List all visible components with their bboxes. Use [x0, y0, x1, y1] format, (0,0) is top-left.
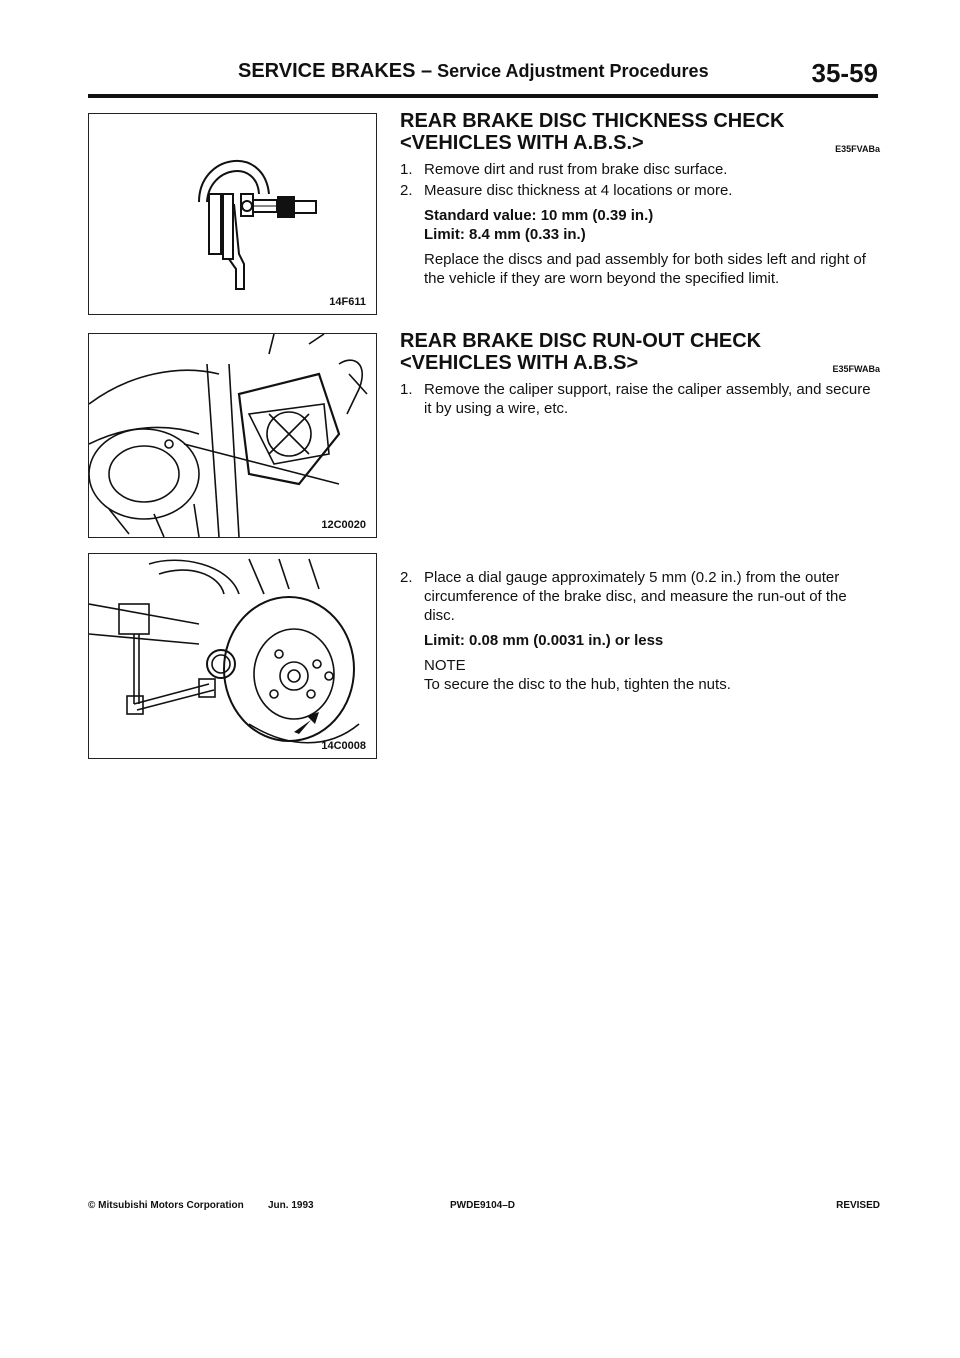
replacement-note: Replace the discs and pad assembly for both sides left and right of the vehicle if they are worn beyond the specified limit.	[424, 251, 866, 287]
title-sub: Service Adjustment Procedures	[432, 61, 709, 81]
step-number: 1.	[400, 161, 413, 178]
dial-gauge-illustration	[89, 554, 376, 758]
limit-value: Limit: 0.08 mm (0.0031 in.) or less	[424, 632, 664, 649]
figure-id: 14C0008	[321, 740, 366, 752]
step-item	[400, 181, 880, 200]
step-text: Remove the caliper support, raise the caliper assembly, and secure it by using a wire, etc.	[424, 381, 871, 417]
header-rule	[88, 94, 878, 98]
footer-copyright: © Mitsubishi Motors Corporation	[88, 1200, 244, 1211]
section-subtitle-row	[400, 352, 880, 374]
micrometer-illustration	[89, 114, 376, 314]
section-title: REAR BRAKE DISC THICKNESS CHECK	[400, 110, 785, 132]
section-subtitle: <VEHICLES WITH A.B.S>	[400, 352, 639, 374]
note-text: To secure the disc to the hub, tighten the nuts.	[424, 676, 731, 693]
page-header	[88, 58, 878, 98]
section-runout-step2	[400, 566, 880, 694]
title-main: SERVICE BRAKES –	[238, 60, 433, 82]
step-number: 1.	[400, 381, 413, 398]
step-number: 2.	[400, 182, 413, 199]
footer-date: Jun. 1993	[268, 1200, 314, 1211]
section-thickness-check	[400, 110, 880, 288]
section-subtitle: <VEHICLES WITH A.B.S.>	[400, 132, 644, 154]
figure-id: 14F611	[329, 296, 366, 308]
section-code: E35FWABa	[832, 364, 880, 374]
page-title	[238, 60, 709, 83]
note-label: NOTE	[424, 657, 466, 674]
step-item	[400, 160, 880, 179]
figure-micrometer	[88, 113, 377, 315]
caliper-illustration	[89, 334, 376, 537]
section-title: REAR BRAKE DISC RUN-OUT CHECK	[400, 330, 762, 352]
section-runout-check	[400, 330, 880, 418]
footer-doc-code: PWDE9104–D	[450, 1200, 516, 1211]
footer-status: REVISED	[836, 1200, 880, 1211]
step-item	[400, 380, 880, 418]
step-text: Place a dial gauge approximately 5 mm (0.2 in.) from the outer circumference of the brake disc, and measure the run-out of the disc.	[424, 569, 847, 624]
figure-id: 12C0020	[321, 519, 366, 531]
step-text: Remove dirt and rust from brake disc surface.	[424, 161, 728, 178]
section-subtitle-row	[400, 132, 880, 154]
figure-caliper	[88, 333, 377, 538]
figure-dial-gauge	[88, 553, 377, 759]
page-number: 35-59	[811, 58, 878, 88]
step-text: Measure disc thickness at 4 locations or more.	[424, 182, 733, 199]
step-number: 2.	[400, 569, 413, 586]
step-item	[400, 568, 880, 625]
standard-value: Standard value: 10 mm (0.39 in.)	[424, 207, 654, 224]
section-code: E35FVABa	[835, 144, 880, 154]
limit-value: Limit: 8.4 mm (0.33 in.)	[424, 226, 586, 243]
